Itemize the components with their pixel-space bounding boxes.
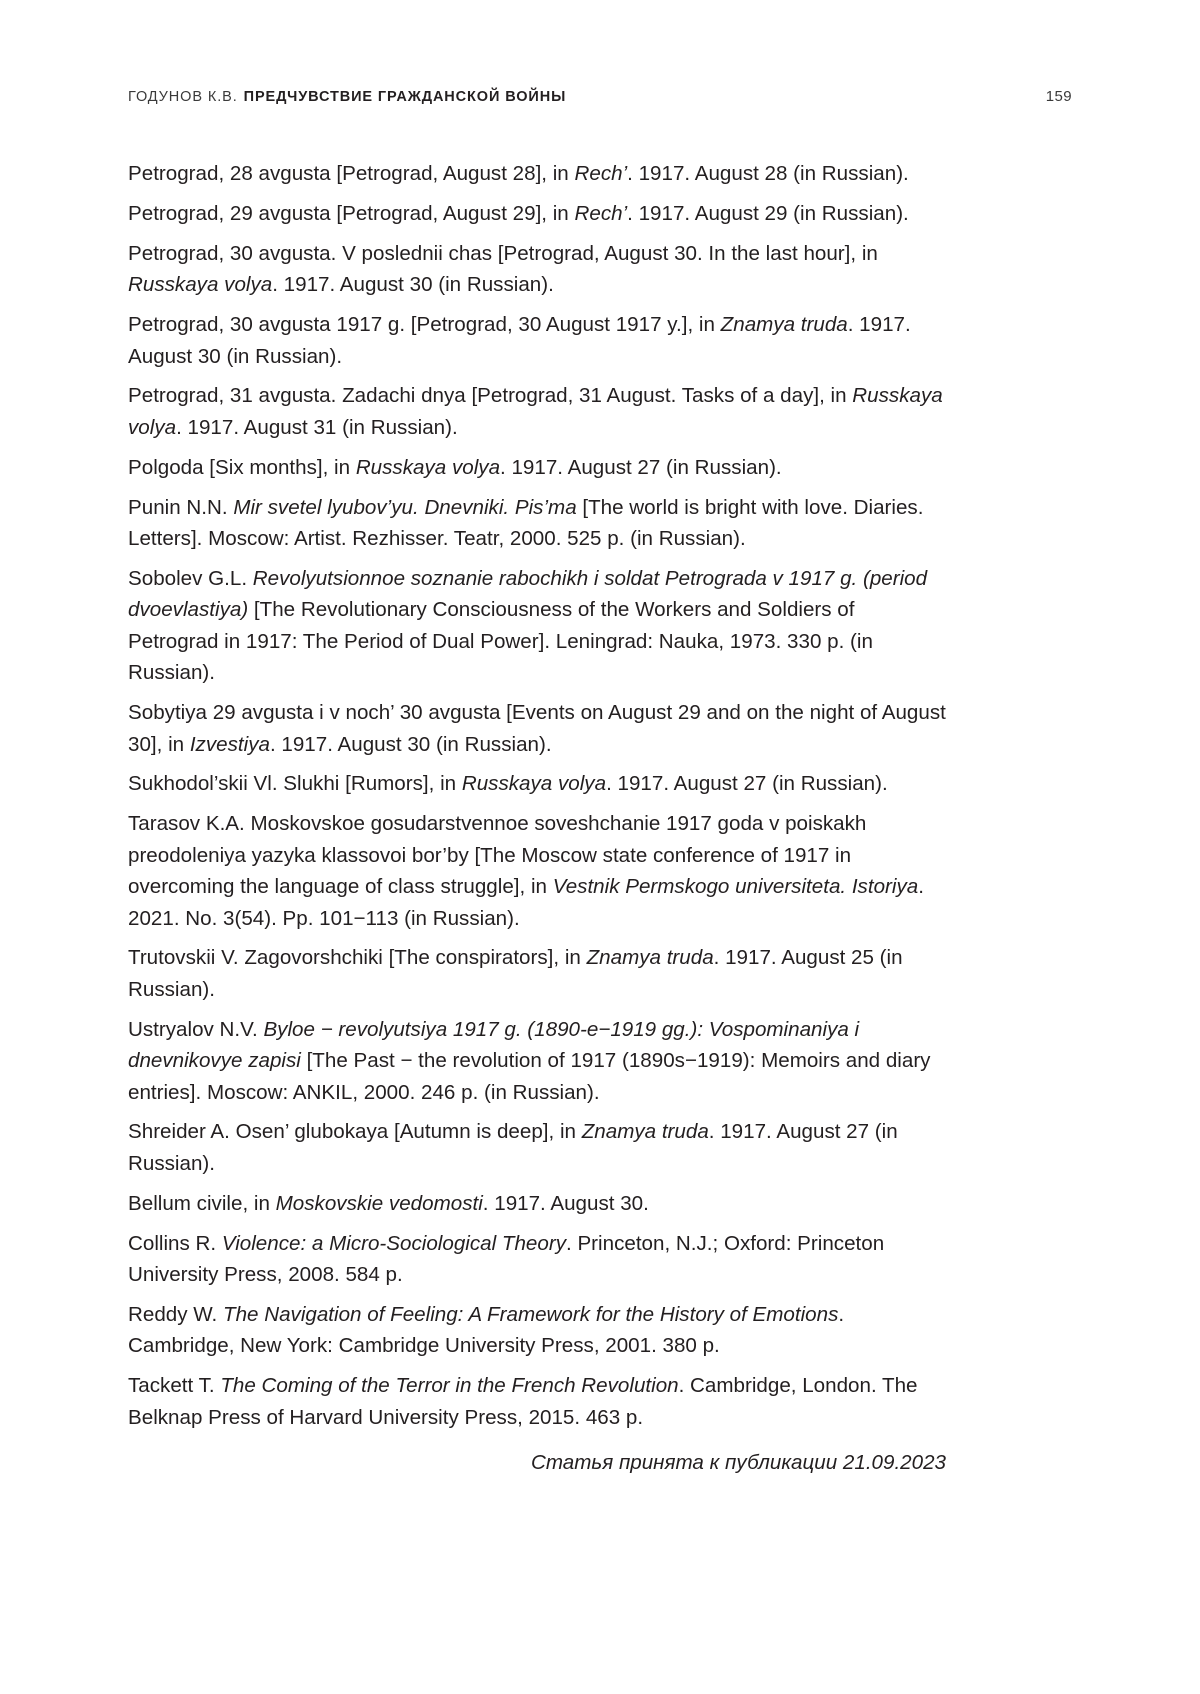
reference-entry [128, 380, 946, 443]
reference-text: . Cambridge, New York: Cambridge University Press, 2001. 380 p. [128, 1303, 845, 1358]
reference-text: . 1917. August 27 (in Russian). [500, 455, 782, 479]
reference-text: [The Past − the revolution of 1917 (1890s−1919): Memoirs and diary entries]. Moscow: ANKIL, 2000. 246 p. (in Russian). [128, 1049, 931, 1104]
reference-text: [The world is bright with love. Diaries. Letters]. Moscow: Artist. Rezhisser. Teatr, 2000. 525 p. (in Russian). [128, 495, 924, 551]
reference-title-italic: Revolyutsionnoe soznanie rabochikh i soldat Petrograda v 1917 g. (period dvoevlastiya) [128, 566, 928, 622]
reference-text: . 1917. August 25 (in Russian). [128, 946, 903, 1001]
reference-title-italic: Vestnik Permskogo universiteta. Istoriya [552, 875, 919, 899]
reference-text: Tarasov K.A. Moskovskoe gosudarstvennoe soveshchanie 1917 goda v poiskakh preodoleniya yazyka klassovoi bor’by [The Moscow state conference of 1917 in overcoming the language of class struggle], in [128, 812, 867, 899]
reference-entry [128, 1370, 946, 1433]
reference-entry [128, 238, 946, 301]
reference-text: . Cambridge, London. The Belknap Press of Harvard University Press, 2015. 463 p. [128, 1374, 918, 1429]
reference-title-italic: Russkaya volya [128, 384, 943, 439]
reference-text: . 1917. August 31 (in Russian). [176, 415, 458, 439]
reference-text: . 1917. August 30 (in Russian). [128, 313, 911, 368]
reference-text: Shreider A. Osen’ glubokaya [Autumn is deep], in [128, 1120, 582, 1144]
reference-text: Bellum civile, in [128, 1191, 276, 1215]
reference-text: Polgoda [Six months], in [128, 455, 356, 479]
reference-text: . 1917. August 27 (in Russian). [128, 1120, 898, 1175]
reference-entry [128, 309, 946, 372]
reference-text: Punin N.N. [128, 495, 234, 519]
reference-text: Trutovskii V. Zagovorshchiki [The conspirators], in [128, 946, 587, 970]
reference-text: Tackett T. [128, 1374, 221, 1398]
reference-text: Petrograd, 28 avgusta [Petrograd, August 28], in [128, 162, 575, 185]
reference-entry [128, 1116, 946, 1179]
reference-text: . 1917. August 30 (in Russian). [269, 732, 552, 756]
reference-entry [128, 697, 946, 760]
reference-text: Petrograd, 30 avgusta. V poslednii chas [Petrograd, August 30. In the last hour], in [128, 241, 878, 265]
reference-text: . 2021. No. 3(54). Pp. 101−113 (in Russian). [128, 875, 924, 930]
reference-entry [128, 563, 946, 689]
reference-entry [128, 158, 946, 189]
running-head-author: ГОДУНОВ К.В. [128, 89, 238, 105]
reference-text: Sobytiya 29 avgusta i v noch’ 30 avgusta [Events on August 29 and on the night of August 30], in [128, 701, 946, 756]
reference-entry [128, 1014, 946, 1108]
reference-text: . 1917. August 27 (in Russian). [606, 772, 888, 796]
reference-entry [128, 808, 946, 934]
reference-title-italic: Russkaya volya [355, 455, 501, 479]
reference-text: Petrograd, 30 avgusta 1917 g. [Petrograd, 30 August 1917 y.], in [128, 313, 721, 337]
reference-entry [128, 942, 946, 1005]
reference-text: Sukhodol’skii Vl. Slukhi [Rumors], in [128, 772, 462, 796]
reference-title-italic: Rech’ [574, 162, 628, 185]
reference-text: Collins R. [128, 1231, 222, 1255]
reference-text: . 1917. August 30. [482, 1191, 649, 1215]
reference-title-italic: Rech’ [574, 201, 628, 225]
reference-text: Petrograd, 31 avgusta. Zadachi dnya [Petrograd, 31 August. Tasks of a day], in [128, 384, 853, 408]
reference-title-italic: Violence: a Micro-Sociological Theory [221, 1231, 566, 1255]
reference-entry [128, 198, 946, 229]
running-head [128, 88, 1072, 105]
running-head-title: ПРЕДЧУВСТВИЕ ГРАЖДАНСКОЙ ВОЙНЫ [243, 89, 567, 105]
reference-text: Ustryalov N.V. [128, 1017, 264, 1041]
reference-entry [128, 492, 946, 555]
reference-title-italic: Znamya truda [586, 946, 714, 970]
references-container [128, 158, 946, 1433]
reference-title-italic: The Coming of the Terror in the French Revolution [220, 1374, 679, 1398]
running-head-left [128, 89, 566, 105]
page-number: 159 [1045, 88, 1072, 105]
reference-entry [128, 768, 946, 799]
reference-entry [128, 1228, 946, 1291]
reference-title-italic: Russkaya volya [128, 273, 273, 297]
reference-entry [128, 452, 946, 483]
reference-entry [128, 1299, 946, 1362]
reference-title-italic: Byloe − revolyutsiya 1917 g. (1890-e−1919 gg.): Vospominaniya i dnevnikovye zapisi [128, 1017, 860, 1073]
reference-entry [128, 1188, 946, 1219]
reference-title-italic: Russkaya volya [461, 772, 607, 796]
reference-text: . 1917. August 29 (in Russian). [627, 201, 909, 225]
reference-title-italic: Mir svetel lyubov’yu. Dnevniki. Pis’ma [233, 495, 577, 519]
reference-title-italic: The Navigation of Feeling: A Framework for the History of Emotions [223, 1303, 839, 1326]
reference-text: Sobolev G.L. [128, 566, 253, 590]
reference-title-italic: Izvestiya [189, 732, 270, 756]
reference-title-italic: Znamya truda [581, 1120, 709, 1144]
references-list [128, 158, 946, 1479]
reference-title-italic: Moskovskie vedomosti [275, 1191, 483, 1215]
reference-text: Petrograd, 29 avgusta [Petrograd, August 29], in [128, 201, 575, 225]
reference-title-italic: Znamya truda [720, 313, 848, 337]
reference-text: . Princeton, N.J.; Oxford: Princeton University Press, 2008. 584 p. [128, 1231, 885, 1287]
reference-text: . 1917. August 30 (in Russian). [272, 273, 554, 297]
reference-text: . 1917. August 28 (in Russian). [627, 162, 909, 185]
reference-text: [The Revolutionary Consciousness of the Workers and Soldiers of Petrograd in 1917: The Period of Dual Power]. Leningrad: Nauka, 1973. 330 p. (in Russian). [128, 598, 873, 685]
acceptance-note: Статья принята к публикации 21.09.2023 [530, 1451, 946, 1475]
reference-text: Reddy W. [128, 1303, 223, 1326]
